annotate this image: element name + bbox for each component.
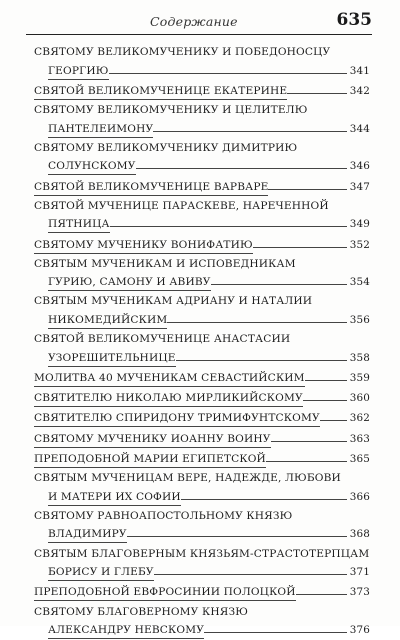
toc-entry-page: 344 bbox=[349, 122, 370, 135]
toc-entry-title-line: ГЕОРГИЮ bbox=[48, 64, 109, 80]
toc-entry-page: 356 bbox=[349, 314, 370, 327]
toc-entry-title-line: СВЯТОЙ ВЕЛИКОМУЧЕНИЦЕ АНАСТАСИИ bbox=[34, 333, 291, 346]
toc-entry-last-line bbox=[34, 369, 370, 388]
toc-entry-title-line: ПАНТЕЛЕИМОНУ bbox=[48, 122, 153, 138]
toc-entry-title-line: СВЯТЫМ БЛАГОВЕРНЫМ КНЯЗЬЯМ-СТРАСТОТЕРПЦАМ bbox=[34, 547, 370, 560]
toc-entry-last-line bbox=[34, 236, 370, 255]
toc-entry-page: 346 bbox=[349, 160, 370, 173]
toc-entry-title-line: ПРЕПОДОБНОЙ ЕВФРОСИНИИ ПОЛОЦКОЙ bbox=[34, 585, 296, 601]
leader-line bbox=[110, 215, 347, 227]
toc-entry-title-line: УЗОРЕШИТЕЛЬНИЦЕ bbox=[48, 351, 176, 367]
toc-entry-title-line: АЛЕКСАНДРУ НЕВСКОМУ bbox=[48, 623, 204, 639]
toc-entry[interactable] bbox=[34, 604, 370, 640]
toc-entry-last-line bbox=[34, 450, 370, 469]
toc-entry[interactable] bbox=[34, 583, 370, 602]
toc-entry-title-line: СВЯТОЙ МУЧЕНИЦЕ ПАРАСКЕВЕ, НАРЕЧЕННОЙ bbox=[34, 199, 329, 212]
toc-entry-title-line: МОЛИТВА 40 МУЧЕНИКАМ СЕВАСТИЙСКИМ bbox=[34, 371, 305, 387]
toc-entry-last-line bbox=[34, 409, 370, 428]
toc-entry-last-line bbox=[34, 525, 370, 544]
leader-line bbox=[127, 525, 347, 537]
toc-entry-title-line: СВЯТИТЕЛЮ СПИРИДОНУ ТРИМИФУНТСКОМУ bbox=[34, 411, 320, 427]
leader-line bbox=[296, 583, 347, 595]
toc-entry[interactable] bbox=[34, 331, 370, 367]
toc-entry-title-line: БОРИСУ И ГЛЕБУ bbox=[48, 565, 154, 581]
toc-entry[interactable] bbox=[34, 198, 370, 234]
toc-entry-last-line bbox=[34, 583, 370, 602]
toc-entry-page: 362 bbox=[349, 412, 370, 425]
toc-entry-page: 358 bbox=[349, 351, 370, 364]
toc-entry-page: 366 bbox=[349, 490, 370, 503]
leader-line bbox=[181, 488, 347, 500]
toc-entry[interactable] bbox=[34, 508, 370, 544]
page-number: 635 bbox=[336, 10, 372, 30]
leader-line bbox=[153, 120, 346, 132]
leader-line bbox=[253, 236, 347, 248]
toc-entry-last-line bbox=[34, 82, 370, 101]
toc-entry-title-line: СВЯТОМУ ВЕЛИКОМУЧЕНИКУ И ПОБЕДОНОСЦУ bbox=[34, 46, 331, 58]
header-rule bbox=[26, 34, 372, 35]
toc-entry-page: 352 bbox=[349, 238, 370, 251]
toc-entry-page: 360 bbox=[349, 392, 370, 405]
toc-entry[interactable] bbox=[34, 450, 370, 469]
toc-entry[interactable] bbox=[34, 430, 370, 449]
toc-entry[interactable] bbox=[34, 140, 370, 176]
toc-entry-title-line: ГУРИЮ, САМОНУ И АВИВУ bbox=[48, 275, 211, 291]
toc-entry[interactable] bbox=[34, 546, 370, 582]
toc-entry-last-line bbox=[34, 178, 370, 197]
leader-line bbox=[266, 450, 347, 462]
leader-line bbox=[109, 62, 347, 74]
toc-entry-title-line: СВЯТОМУ МУЧЕНИКУ ИОАННУ ВОИНУ bbox=[34, 432, 271, 448]
toc-entry[interactable] bbox=[34, 389, 370, 408]
toc-entry-last-line bbox=[34, 563, 370, 582]
toc-entry-title-line: СВЯТОМУ РАВНОАПОСТОЛЬНОМУ КНЯЗЮ bbox=[34, 509, 293, 522]
toc-entry-title-line: СВЯТОМУ БЛАГОВЕРНОМУ КНЯЗЮ bbox=[34, 605, 248, 618]
toc-entry-page: 342 bbox=[349, 84, 370, 97]
toc-entry-page: 349 bbox=[349, 218, 370, 231]
toc-entry-last-line bbox=[34, 273, 370, 292]
leader-line bbox=[287, 82, 346, 94]
toc-entry-page: 347 bbox=[349, 180, 370, 193]
leader-line bbox=[176, 349, 347, 361]
leader-line bbox=[305, 369, 347, 381]
toc-entry-last-line bbox=[34, 311, 370, 330]
toc-entry[interactable] bbox=[34, 44, 370, 80]
toc-entry[interactable] bbox=[34, 293, 370, 329]
toc-entry-last-line bbox=[34, 349, 370, 368]
toc-entry-title-line: СВЯТОЙ ВЕЛИКОМУЧЕНИЦЕ ЕКАТЕРИНЕ bbox=[34, 84, 287, 100]
toc-entry-title-line: ВЛАДИМИРУ bbox=[48, 527, 127, 543]
toc-entry-last-line bbox=[34, 62, 370, 81]
toc-entry-last-line bbox=[34, 488, 370, 507]
toc-entry-title-line: СВЯТЫМ МУЧЕНИЦАМ ВЕРЕ, НАДЕЖДЕ, ЛЮБОВИ bbox=[34, 471, 341, 484]
toc-entry[interactable] bbox=[34, 409, 370, 428]
toc-entry[interactable] bbox=[34, 256, 370, 292]
toc-entry-page: 341 bbox=[349, 64, 370, 77]
toc-entry[interactable] bbox=[34, 82, 370, 101]
toc-entry-title-line: СВЯТЫМ МУЧЕНИКАМ И ИСПОВЕДНИКАМ bbox=[34, 257, 296, 270]
toc-entry-title-line: СВЯТЫМ МУЧЕНИКАМ АДРИАНУ И НАТАЛИИ bbox=[34, 295, 313, 308]
toc-entry-title-line: СВЯТОМУ ВЕЛИКОМУЧЕНИКУ И ЦЕЛИТЕЛЮ bbox=[34, 103, 308, 116]
toc-entry-page: 371 bbox=[349, 566, 370, 579]
toc-entry-page: 376 bbox=[349, 624, 370, 637]
leader-line bbox=[320, 409, 347, 421]
toc-entry-last-line bbox=[34, 430, 370, 449]
toc-entry-page: 365 bbox=[349, 452, 370, 465]
toc-entry-title-line: И МАТЕРИ ИХ СОФИИ bbox=[48, 490, 181, 506]
toc-entry-title-line: СВЯТИТЕЛЮ НИКОЛАЮ МИРЛИКИЙСКОМУ bbox=[34, 391, 303, 407]
toc-entry-page: 354 bbox=[349, 276, 370, 289]
toc-entry-last-line bbox=[34, 389, 370, 408]
toc-entry-last-line bbox=[34, 157, 370, 176]
header-title: Содержание bbox=[150, 14, 238, 29]
leader-line bbox=[204, 621, 347, 633]
leader-line bbox=[154, 563, 347, 575]
toc-entry-title-line: СВЯТОЙ ВЕЛИКОМУЧЕНИЦЕ ВАРВАРЕ bbox=[34, 180, 268, 196]
toc-entry-last-line bbox=[34, 215, 370, 234]
toc-entry-page: 373 bbox=[349, 586, 370, 599]
toc-entry-title-line: НИКОМЕДИЙСКИМ bbox=[48, 313, 167, 329]
leader-line bbox=[211, 273, 347, 285]
toc-entry-title-line: СОЛУНСКОМУ bbox=[48, 159, 136, 175]
toc-entry-last-line bbox=[34, 621, 370, 640]
leader-line bbox=[136, 157, 347, 169]
leader-line bbox=[167, 311, 346, 323]
toc-entry-title-line: ПРЕПОДОБНОЙ МАРИИ ЕГИПЕТСКОЙ bbox=[34, 452, 266, 468]
toc-entry-title-line: СВЯТОМУ МУЧЕНИКУ ВОНИФАТИЮ bbox=[34, 238, 253, 254]
toc-entry[interactable] bbox=[34, 178, 370, 197]
toc-entry-title-line: ПЯТНИЦА bbox=[48, 217, 110, 233]
toc-entry[interactable] bbox=[34, 236, 370, 255]
toc-entry-title-line: СВЯТОМУ ВЕЛИКОМУЧЕНИКУ ДИМИТРИЮ bbox=[34, 141, 298, 154]
leader-line bbox=[303, 389, 347, 401]
running-header bbox=[26, 6, 376, 36]
table-of-contents bbox=[34, 44, 370, 640]
toc-entry-page: 363 bbox=[349, 432, 370, 445]
leader-line bbox=[268, 178, 346, 190]
toc-entry-last-line bbox=[34, 120, 370, 139]
toc-entry[interactable] bbox=[34, 470, 370, 506]
leader-line bbox=[271, 430, 347, 442]
toc-entry[interactable] bbox=[34, 102, 370, 138]
toc-entry[interactable] bbox=[34, 369, 370, 388]
toc-entry-page: 359 bbox=[349, 372, 370, 385]
toc-entry-page: 368 bbox=[349, 528, 370, 541]
